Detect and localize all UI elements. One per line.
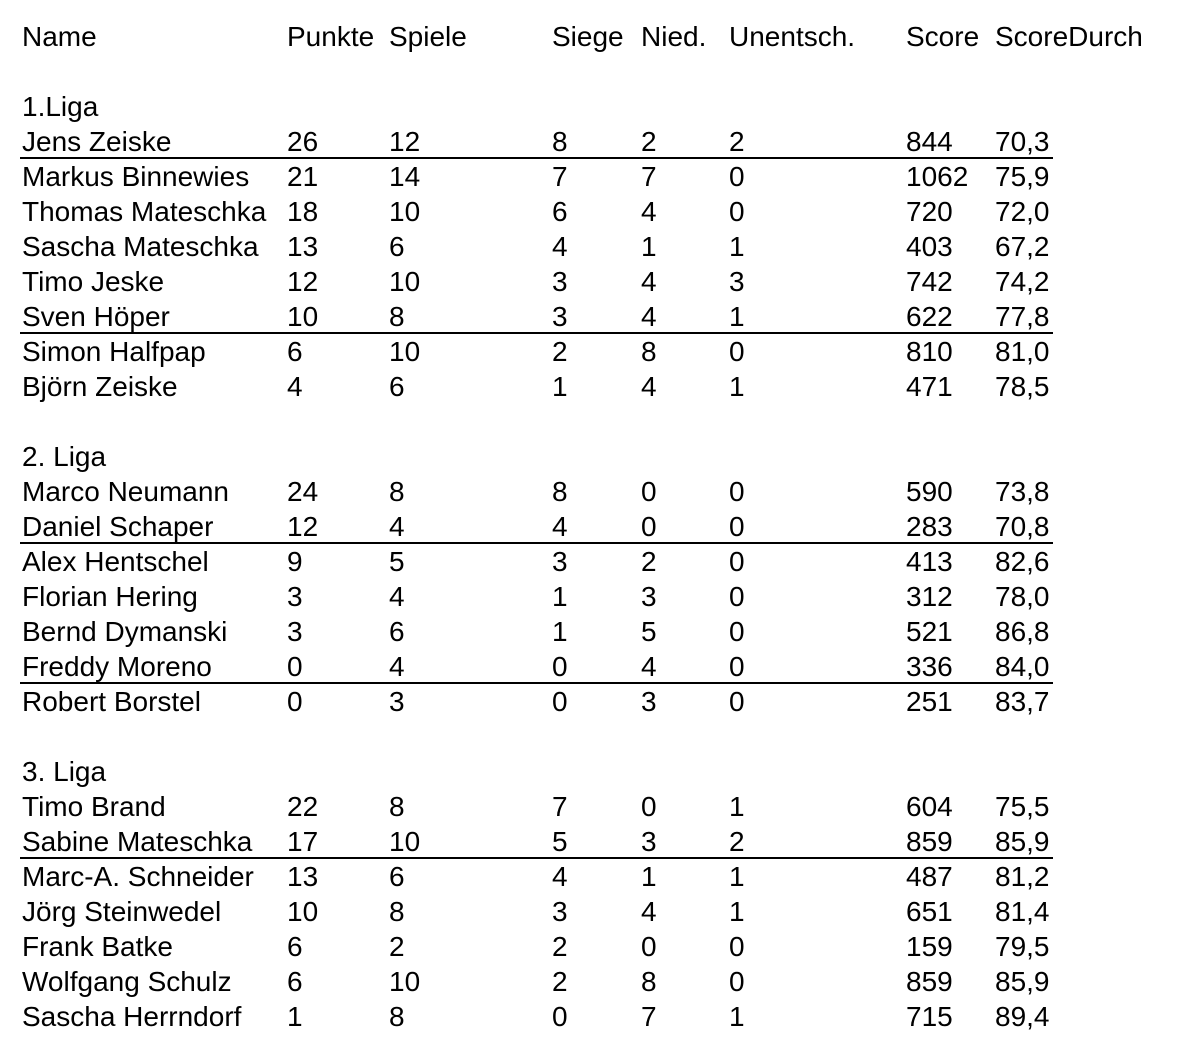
cell-avg: 74,2 — [995, 266, 1050, 297]
cell-losses: 1 — [641, 231, 657, 262]
header-draws: Unentsch. — [729, 21, 856, 52]
cell-draws: 0 — [729, 931, 745, 962]
cell-games: 10 — [389, 966, 421, 997]
cell-avg: 75,9 — [995, 161, 1050, 192]
cell-name: Daniel Schaper — [22, 511, 214, 542]
cell-avg: 78,5 — [995, 371, 1050, 402]
cell-wins: 7 — [552, 791, 568, 822]
cell-points: 10 — [287, 896, 319, 927]
cell-wins: 1 — [552, 581, 568, 612]
cell-points: 6 — [287, 931, 303, 962]
cell-draws: 0 — [729, 966, 745, 997]
cell-losses: 4 — [641, 301, 657, 332]
cell-wins: 3 — [552, 301, 568, 332]
cell-draws: 0 — [729, 196, 745, 227]
cell-wins: 3 — [552, 546, 568, 577]
player-row — [0, 299, 1198, 334]
cell-wins: 6 — [552, 196, 568, 227]
cell-draws: 0 — [729, 651, 745, 682]
cell-draws: 1 — [729, 861, 745, 892]
header-row — [0, 19, 1198, 54]
header-score: Score — [906, 21, 980, 52]
cell-points: 18 — [287, 196, 319, 227]
cell-avg: 70,8 — [995, 511, 1050, 542]
cell-losses: 0 — [641, 476, 657, 507]
cell-name: Björn Zeiske — [22, 371, 178, 402]
cell-draws: 1 — [729, 301, 745, 332]
cell-losses: 0 — [641, 511, 657, 542]
cell-losses: 0 — [641, 931, 657, 962]
cell-score: 844 — [906, 126, 953, 157]
cell-name: Thomas Mateschka — [22, 196, 267, 227]
cell-points: 10 — [287, 301, 319, 332]
cell-score: 651 — [906, 896, 953, 927]
league-title-row — [0, 89, 1198, 124]
header-points: Punkte — [287, 21, 375, 52]
player-row — [0, 474, 1198, 509]
cell-losses: 2 — [641, 126, 657, 157]
cell-score: 251 — [906, 686, 953, 717]
cell-name: Jörg Steinwedel — [22, 896, 222, 927]
cell-avg: 86,8 — [995, 616, 1050, 647]
cell-points: 12 — [287, 266, 319, 297]
cell-score: 336 — [906, 651, 953, 682]
cell-games: 6 — [389, 371, 405, 402]
cell-name: Bernd Dymanski — [22, 616, 228, 647]
cell-losses: 7 — [641, 1001, 657, 1032]
cell-points: 0 — [287, 651, 303, 682]
header-name: Name — [22, 21, 97, 52]
cell-wins: 1 — [552, 616, 568, 647]
league-title: 1.Liga — [22, 91, 99, 122]
player-row — [0, 649, 1198, 684]
cell-score: 487 — [906, 861, 953, 892]
player-row — [0, 929, 1198, 964]
cell-points: 1 — [287, 1001, 303, 1032]
cell-wins: 2 — [552, 966, 568, 997]
cell-score: 590 — [906, 476, 953, 507]
cell-losses: 8 — [641, 966, 657, 997]
cell-avg: 78,0 — [995, 581, 1050, 612]
cell-draws: 1 — [729, 1001, 745, 1032]
cell-name: Timo Brand — [22, 791, 166, 822]
cell-wins: 0 — [552, 1001, 568, 1032]
cell-draws: 0 — [729, 161, 745, 192]
header-wins: Siege — [552, 21, 624, 52]
cell-draws: 0 — [729, 336, 745, 367]
cell-avg: 72,0 — [995, 196, 1050, 227]
league-title-row — [0, 754, 1198, 789]
league-title-row — [0, 439, 1198, 474]
cell-avg: 89,4 — [995, 1001, 1050, 1032]
cell-points: 24 — [287, 476, 319, 507]
player-row — [0, 509, 1198, 544]
cell-name: Alex Hentschel — [22, 546, 209, 577]
cell-name: Florian Hering — [22, 581, 198, 612]
cell-avg: 77,8 — [995, 301, 1050, 332]
cell-points: 6 — [287, 966, 303, 997]
cell-avg: 79,5 — [995, 931, 1050, 962]
cell-wins: 0 — [552, 651, 568, 682]
cell-draws: 0 — [729, 476, 745, 507]
cell-draws: 2 — [729, 126, 745, 157]
player-row — [0, 159, 1198, 194]
cell-score: 742 — [906, 266, 953, 297]
cell-wins: 8 — [552, 126, 568, 157]
cell-wins: 4 — [552, 511, 568, 542]
cell-losses: 3 — [641, 686, 657, 717]
cell-points: 21 — [287, 161, 319, 192]
cell-games: 4 — [389, 651, 405, 682]
cell-points: 6 — [287, 336, 303, 367]
cell-wins: 3 — [552, 896, 568, 927]
cell-losses: 4 — [641, 651, 657, 682]
cell-points: 4 — [287, 371, 303, 402]
cell-draws: 0 — [729, 581, 745, 612]
player-row — [0, 999, 1198, 1034]
player-row — [0, 579, 1198, 614]
cell-avg: 67,2 — [995, 231, 1050, 262]
player-row — [0, 614, 1198, 649]
cell-name: Timo Jeske — [22, 266, 165, 297]
cell-avg: 75,5 — [995, 791, 1050, 822]
cell-draws: 2 — [729, 826, 745, 857]
cell-games: 8 — [389, 1001, 405, 1032]
cell-name: Wolfgang Schulz — [22, 966, 232, 997]
cell-score: 159 — [906, 931, 953, 962]
cell-losses: 8 — [641, 336, 657, 367]
cell-games: 12 — [389, 126, 421, 157]
cell-name: Jens Zeiske — [22, 126, 172, 157]
cell-name: Sascha Herrndorf — [22, 1001, 242, 1032]
cell-avg: 70,3 — [995, 126, 1050, 157]
player-row — [0, 894, 1198, 929]
header-games: Spiele — [389, 21, 467, 52]
cell-score: 1062 — [906, 161, 969, 192]
cell-wins: 0 — [552, 686, 568, 717]
cell-games: 10 — [389, 826, 421, 857]
cell-score: 403 — [906, 231, 953, 262]
cell-name: Sven Höper — [22, 301, 170, 332]
player-row — [0, 964, 1198, 999]
player-row — [0, 859, 1198, 894]
cell-points: 3 — [287, 581, 303, 612]
cell-points: 22 — [287, 791, 319, 822]
cell-draws: 0 — [729, 546, 745, 577]
cell-games: 8 — [389, 791, 405, 822]
cell-name: Markus Binnewies — [22, 161, 250, 192]
player-row — [0, 369, 1198, 404]
cell-avg: 83,7 — [995, 686, 1050, 717]
cell-points: 13 — [287, 861, 319, 892]
cell-avg: 85,9 — [995, 826, 1050, 857]
cell-score: 283 — [906, 511, 953, 542]
cell-wins: 2 — [552, 336, 568, 367]
cell-score: 859 — [906, 966, 953, 997]
cell-games: 8 — [389, 476, 405, 507]
cell-games: 10 — [389, 336, 421, 367]
cell-points: 9 — [287, 546, 303, 577]
cell-draws: 0 — [729, 616, 745, 647]
cell-avg: 73,8 — [995, 476, 1050, 507]
cell-games: 4 — [389, 581, 405, 612]
cell-name: Simon Halfpap — [22, 336, 206, 367]
cell-games: 8 — [389, 896, 405, 927]
player-row — [0, 824, 1198, 859]
cell-games: 6 — [389, 616, 405, 647]
cell-games: 6 — [389, 861, 405, 892]
cell-losses: 4 — [641, 371, 657, 402]
cell-losses: 1 — [641, 861, 657, 892]
cell-avg: 85,9 — [995, 966, 1050, 997]
cell-name: Marco Neumann — [22, 476, 229, 507]
cell-losses: 4 — [641, 266, 657, 297]
cell-name: Sascha Mateschka — [22, 231, 259, 262]
cell-points: 17 — [287, 826, 319, 857]
cell-avg: 84,0 — [995, 651, 1050, 682]
cell-draws: 3 — [729, 266, 745, 297]
cell-score: 810 — [906, 336, 953, 367]
cell-games: 6 — [389, 231, 405, 262]
cell-score: 720 — [906, 196, 953, 227]
cell-wins: 1 — [552, 371, 568, 402]
cell-avg: 81,0 — [995, 336, 1050, 367]
cell-points: 26 — [287, 126, 319, 157]
player-row — [0, 789, 1198, 824]
cell-points: 3 — [287, 616, 303, 647]
cell-draws: 1 — [729, 896, 745, 927]
cell-games: 10 — [389, 266, 421, 297]
cell-wins: 4 — [552, 231, 568, 262]
cell-draws: 1 — [729, 371, 745, 402]
header-avg: ScoreDurch — [995, 21, 1143, 52]
cell-avg: 82,6 — [995, 546, 1050, 577]
cell-name: Robert Borstel — [22, 686, 201, 717]
cell-name: Sabine Mateschka — [22, 826, 253, 857]
cell-losses: 2 — [641, 546, 657, 577]
cell-losses: 7 — [641, 161, 657, 192]
cell-avg: 81,2 — [995, 861, 1050, 892]
cell-name: Frank Batke — [22, 931, 173, 962]
player-row — [0, 544, 1198, 579]
cell-losses: 4 — [641, 196, 657, 227]
cell-wins: 5 — [552, 826, 568, 857]
cell-games: 5 — [389, 546, 405, 577]
cell-score: 521 — [906, 616, 953, 647]
cell-losses: 3 — [641, 581, 657, 612]
cell-losses: 5 — [641, 616, 657, 647]
cell-score: 715 — [906, 1001, 953, 1032]
cell-score: 622 — [906, 301, 953, 332]
cell-draws: 0 — [729, 686, 745, 717]
cell-avg: 81,4 — [995, 896, 1050, 927]
league-title: 3. Liga — [22, 756, 107, 787]
player-row — [0, 264, 1198, 299]
league-title: 2. Liga — [22, 441, 107, 472]
player-row — [0, 229, 1198, 264]
player-row — [0, 684, 1198, 719]
cell-wins: 2 — [552, 931, 568, 962]
cell-losses: 4 — [641, 896, 657, 927]
cell-draws: 0 — [729, 511, 745, 542]
cell-games: 10 — [389, 196, 421, 227]
cell-points: 0 — [287, 686, 303, 717]
cell-score: 859 — [906, 826, 953, 857]
cell-name: Freddy Moreno — [22, 651, 212, 682]
cell-wins: 7 — [552, 161, 568, 192]
cell-points: 13 — [287, 231, 319, 262]
cell-score: 471 — [906, 371, 953, 402]
cell-draws: 1 — [729, 231, 745, 262]
cell-score: 312 — [906, 581, 953, 612]
cell-name: Marc-A. Schneider — [22, 861, 254, 892]
header-losses: Nied. — [641, 21, 707, 52]
player-row — [0, 124, 1198, 159]
cell-games: 8 — [389, 301, 405, 332]
player-row — [0, 194, 1198, 229]
cell-games: 14 — [389, 161, 421, 192]
player-row — [0, 334, 1198, 369]
cell-points: 12 — [287, 511, 319, 542]
cell-score: 413 — [906, 546, 953, 577]
cell-games: 4 — [389, 511, 405, 542]
cell-wins: 4 — [552, 861, 568, 892]
cell-games: 3 — [389, 686, 405, 717]
cell-losses: 3 — [641, 826, 657, 857]
cell-score: 604 — [906, 791, 953, 822]
cell-losses: 0 — [641, 791, 657, 822]
cell-draws: 1 — [729, 791, 745, 822]
cell-games: 2 — [389, 931, 405, 962]
cell-wins: 3 — [552, 266, 568, 297]
cell-wins: 8 — [552, 476, 568, 507]
